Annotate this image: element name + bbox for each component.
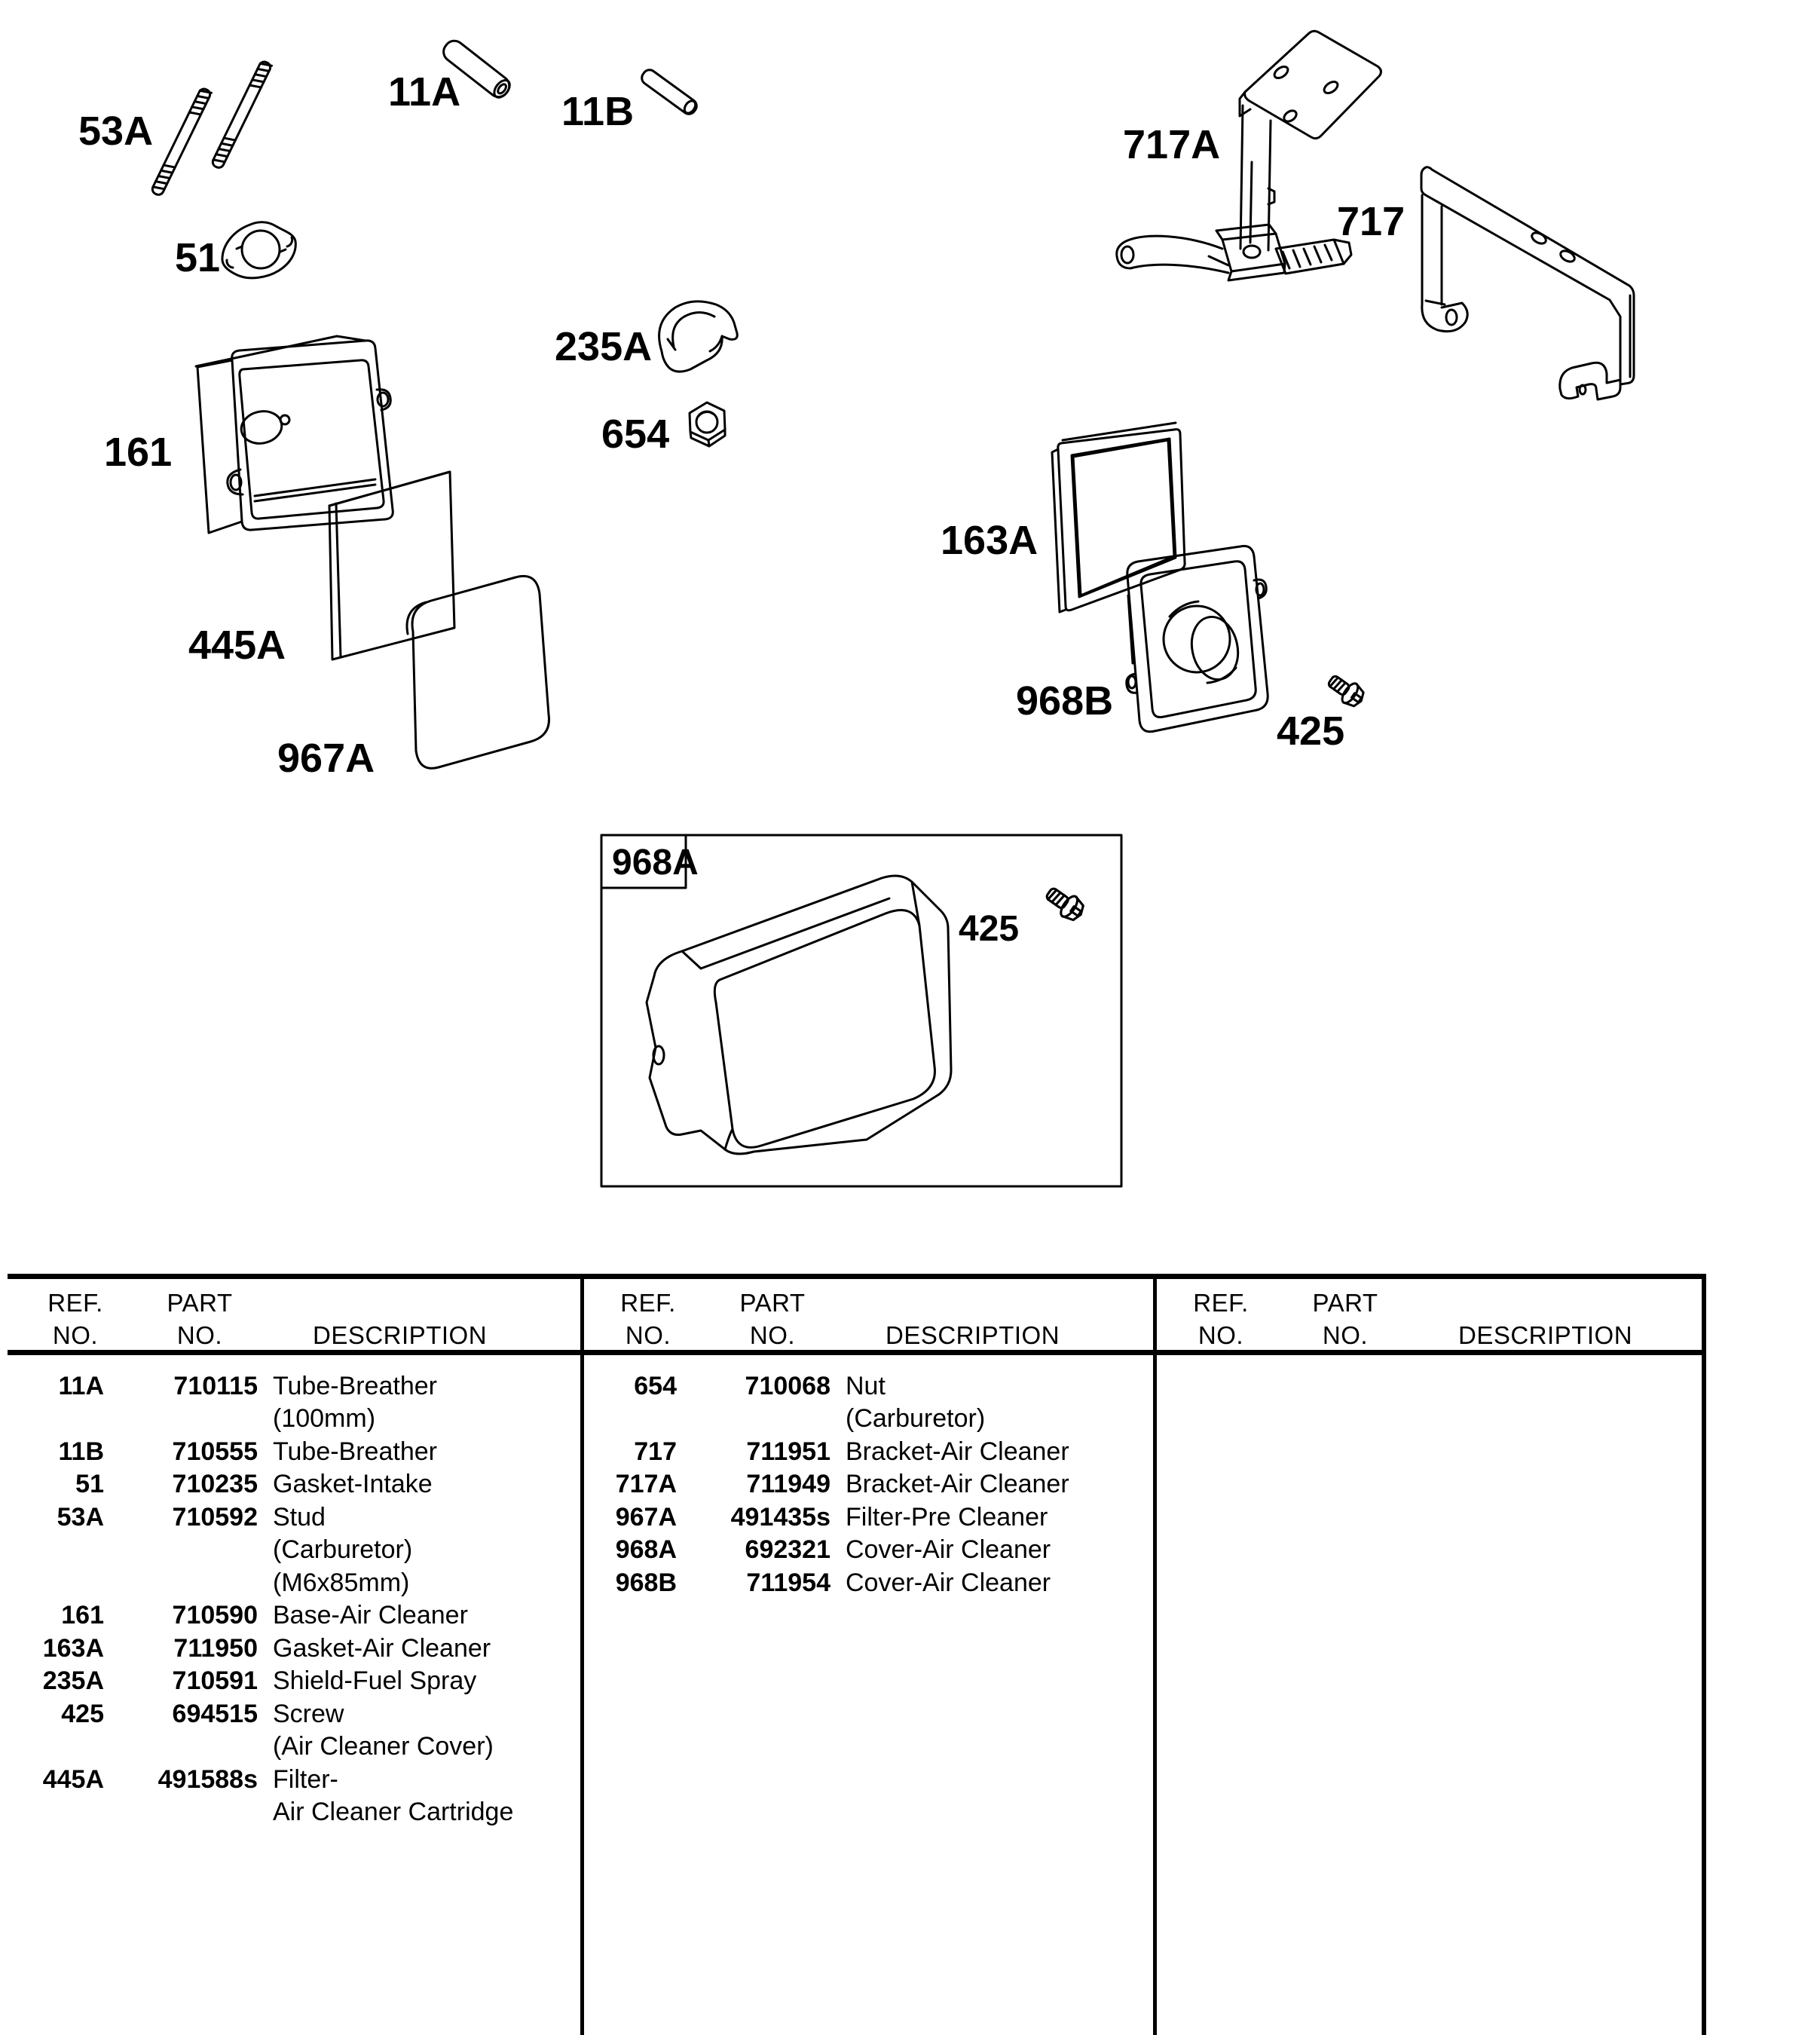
part-label-11b: 11B [561, 89, 635, 134]
table-row: Air Cleaner Cartridge [273, 1798, 514, 1826]
table-row: 163A 711950 Gasket-Air Cleaner [42, 1634, 491, 1663]
part-label-967a: 967A [277, 736, 375, 781]
parts-table-column-2 [580, 0, 1149, 2035]
col1-header-ref-no: NO. [52, 1321, 99, 1349]
col2-header-part: PART [739, 1289, 806, 1317]
col3-header-description: DESCRIPTION [1458, 1321, 1633, 1349]
part-label-968a: 968A [612, 843, 699, 883]
col3-header-part-no: NO. [1322, 1321, 1369, 1349]
table-row: 11B 710555 Tube-Breather [58, 1437, 437, 1466]
col2-header-ref-no: NO. [625, 1321, 671, 1349]
part-label-161: 161 [104, 430, 173, 475]
table-row: 235A 710591 Shield-Fuel Spray [42, 1666, 477, 1695]
part-label-425a: 425 [1277, 708, 1345, 754]
part-label-53a: 53A [78, 109, 154, 154]
table-row: (Carburetor) [846, 1404, 986, 1433]
table-row: 53A 710592 Stud [57, 1503, 326, 1532]
table-row: 968A 692321 Cover-Air Cleaner [615, 1535, 1051, 1564]
table-row: 161 710590 Base-Air Cleaner [61, 1601, 468, 1630]
part-label-717a: 717A [1123, 122, 1221, 167]
col1-header-description: DESCRIPTION [313, 1321, 488, 1349]
table-row: 445A 491588s Filter- [42, 1765, 338, 1794]
table-row: 425 694515 Screw [61, 1700, 344, 1728]
col1-header-ref: REF. [47, 1289, 103, 1317]
part-label-11a: 11A [388, 69, 461, 115]
table-row: 967A 491435s Filter-Pre Cleaner [615, 1503, 1048, 1532]
table-row: 717 711951 Bracket-Air Cleaner [634, 1437, 1069, 1466]
part-label-51: 51 [175, 235, 221, 280]
table-row: 654 710068 Nut [634, 1372, 886, 1400]
table-row: 968B 711954 Cover-Air Cleaner [615, 1568, 1051, 1597]
part-label-717: 717 [1337, 199, 1406, 244]
col1-header-part-no: NO. [176, 1321, 223, 1349]
table-row: (Carburetor) [273, 1535, 413, 1564]
table-row: 11A 710115 Tube-Breather [58, 1372, 437, 1400]
table-row: (Air Cleaner Cover) [273, 1732, 494, 1761]
part-label-163a: 163A [941, 518, 1038, 563]
table-row: (M6x85mm) [273, 1568, 410, 1597]
col3-header-ref: REF. [1193, 1289, 1249, 1317]
part-label-968b: 968B [1016, 678, 1114, 724]
col3-header-ref-no: NO. [1198, 1321, 1244, 1349]
table-row: 51 710235 Gasket-Intake [75, 1470, 433, 1498]
col1-header-part: PART [167, 1289, 233, 1317]
col2-header-description: DESCRIPTION [886, 1321, 1060, 1349]
parts-table-column-1 [8, 0, 577, 2035]
col3-header-part: PART [1312, 1289, 1378, 1317]
part-label-235a: 235A [555, 324, 653, 369]
parts-table-column-3 [1153, 0, 1722, 2035]
part-label-445a: 445A [188, 623, 286, 668]
col2-header-part-no: NO. [749, 1321, 796, 1349]
table-row: (100mm) [273, 1404, 376, 1433]
part-label-654: 654 [601, 412, 670, 457]
col2-header-ref: REF. [620, 1289, 676, 1317]
part-label-425b: 425 [959, 909, 1020, 949]
table-row: 717A 711949 Bracket-Air Cleaner [615, 1470, 1069, 1498]
